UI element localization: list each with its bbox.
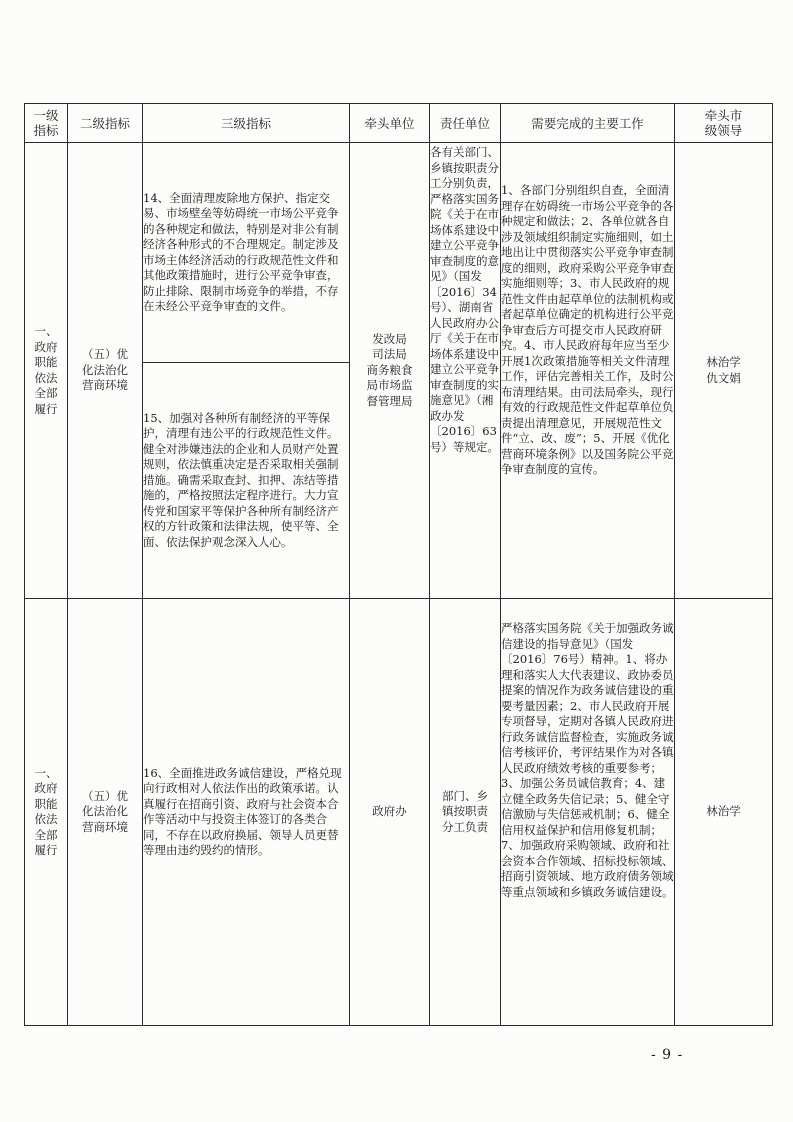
- header-leader-line1: 牵头市: [704, 108, 743, 123]
- table-row: [25, 599, 773, 1026]
- resp-unit-text: 分工负责: [442, 819, 488, 834]
- level2-text: 营商环境: [82, 819, 128, 834]
- level1-text: 履行: [34, 843, 58, 857]
- resp-unit-cell: [430, 599, 501, 1026]
- lead-unit-cell: 政府办: [350, 599, 430, 1026]
- resp-unit-text: 部门、乡: [442, 788, 488, 803]
- table-header-row: [25, 104, 773, 143]
- level2-text: 化法治化: [82, 362, 128, 377]
- lead-unit-text: 督管理局: [366, 393, 413, 408]
- resp-unit-cell: 各有关部门、乡镇按职责分工分别负责，严格落实国务院《关于在市场体系建设中建立公平竞争审查制度的意见》（国发〔2016〕34号）、湖南省人民政府办公厅《关于在市场体系建设中建立公平竞争审查制度的实施意见》（湘政办发〔2016〕63号）等规定。: [430, 143, 501, 599]
- lead-unit-text: 商务粮食: [366, 362, 413, 377]
- level1-text: 依法: [34, 812, 58, 826]
- page-number: - 9 -: [651, 1047, 684, 1063]
- leader-name: 仇文娟: [706, 370, 741, 385]
- lead-unit-cell: [350, 143, 430, 599]
- level3-item-14: 14、全面清理废除地方保护、指定交易、市场壁垒等妨碍统一市场公平竞争的各种规定和做法，特别是对非公有制经济各种形式的不合理规定。制定涉及市场主体经济活动的行政规范性文件和其他政策措施时，进行公平竞争审查，防止排除、限制市场竞争的举措，不存在未经公平竞争审查的文件。: [143, 143, 350, 363]
- header-level1: [25, 104, 68, 143]
- level2-cell: [68, 599, 143, 1026]
- level1-text: 一、: [34, 765, 58, 780]
- indicator-table: [24, 103, 773, 1026]
- leader-cell: 林治学: [675, 599, 773, 1026]
- level2-text: 营商环境: [82, 378, 128, 393]
- level2-text: （五）优: [82, 788, 128, 803]
- level1-text: 政府: [34, 781, 58, 795]
- level2-cell: [68, 143, 143, 599]
- level1-cell: [25, 599, 68, 1026]
- level1-text: 政府: [34, 339, 58, 354]
- level1-text: 全部: [34, 827, 58, 842]
- level1-text: 职能: [34, 796, 58, 811]
- lead-unit-text: 局市场监: [366, 378, 413, 393]
- header-level2: 二级指标: [68, 104, 143, 143]
- header-resp-unit: 责任单位: [430, 104, 501, 143]
- leader-name: 林治学: [706, 355, 741, 369]
- level1-cell: [25, 143, 68, 599]
- header-level1-line1: 一级: [33, 108, 59, 123]
- header-leader: [675, 104, 773, 143]
- leader-cell: [675, 143, 773, 599]
- level1-text: 全部: [34, 386, 58, 400]
- header-leader-line2: 级领导: [704, 123, 743, 138]
- level2-text: 化法治化: [82, 804, 128, 819]
- level3-item-15: 15、加强对各种所有制经济的平等保护，清理有违公平的行政规范性文件。健全对涉嫌违法的企业和人员财产处置规则，依法慎重决定是否采取相关强制措施。确需采取查封、扣押、冻结等措施的，严格按照法定程序进行。大力宣传党和国家平等保护各种所有制经济产权的方针政策和法律法规，使平等、全面、依法保护观念深入人心。: [143, 363, 350, 599]
- header-level1-line2: 指标: [33, 123, 59, 138]
- level3-item-16: 16、全面推进政务诚信建设，严格兑现向行政相对人依法作出的政策承诺。认真履行在招商引资、政府与社会资本合作等活动中与投资主体签订的各类合同，不存在以政府换届、领导人员更替等理由违约毁约的情形。: [143, 599, 350, 1026]
- level1-text: 一、: [34, 324, 58, 338]
- main-work-cell: 1、各部门分别组织自查，全面清理存在妨碍统一市场公平竞争的各种规定和做法；2、各单位就各自涉及领域组织制定实施细则，如土地出让中贯彻落实公平竞争审查制度的细则，政府采购公平竞争审查实施细则等；3、市人民政府的规范性文件由起草单位的法制机构或者起草单位确定的机构进行公平竞争审查后方可提交市人民政府研究。4、市人民政府每年应当至少开展1次政策措施等相关文件清理工作，评估完善相关工作，及时公布清理结果。由司法局牵头，现行有效的行政规范性文件起草单位负责提出清理意见，开展规范性文件“立、改、废”；5、开展《优化营商环境条例》以及国务院公平竞争审查制度的宣传。: [501, 143, 675, 599]
- main-work-cell: 严格落实国务院《关于加强政务诚信建设的指导意见》（国发〔2016〕76号）精神。1、将办理和落实人大代表建议、政协委员提案的情况作为政务诚信建设的重要考量因素；2、市人民政府开展专项督导，定期对各镇人民政府进行政务诚信监督检查，实施政务诚信考核评价，考评结果作为对各镇人民政府绩效考核的重要参考；3、加强公务员诚信教育；4、建立健全政务失信记录；5、健全守信激励与失信惩戒机制；6、健全信用权益保护和信用修复机制；7、加强政府采购领域、政府和社会资本合作领域、招标投标领域、招商引资领域、地方政府债务领域等重点领域和乡镇政务诚信建设。: [501, 599, 675, 1026]
- level1-text: 依法: [34, 370, 58, 385]
- resp-unit-text: 镇按职责: [442, 804, 488, 819]
- header-lead-unit: 牵头单位: [350, 104, 430, 143]
- level1-text: 职能: [34, 355, 58, 369]
- level1-text: 履行: [34, 401, 58, 416]
- header-main-work: 需要完成的主要工作: [501, 104, 675, 143]
- lead-unit-text: 司法局: [372, 347, 407, 362]
- lead-unit-text: 发改局: [372, 331, 407, 346]
- table-row: [25, 143, 773, 363]
- header-level3: 三级指标: [143, 104, 350, 143]
- level2-text: （五）优: [82, 347, 128, 362]
